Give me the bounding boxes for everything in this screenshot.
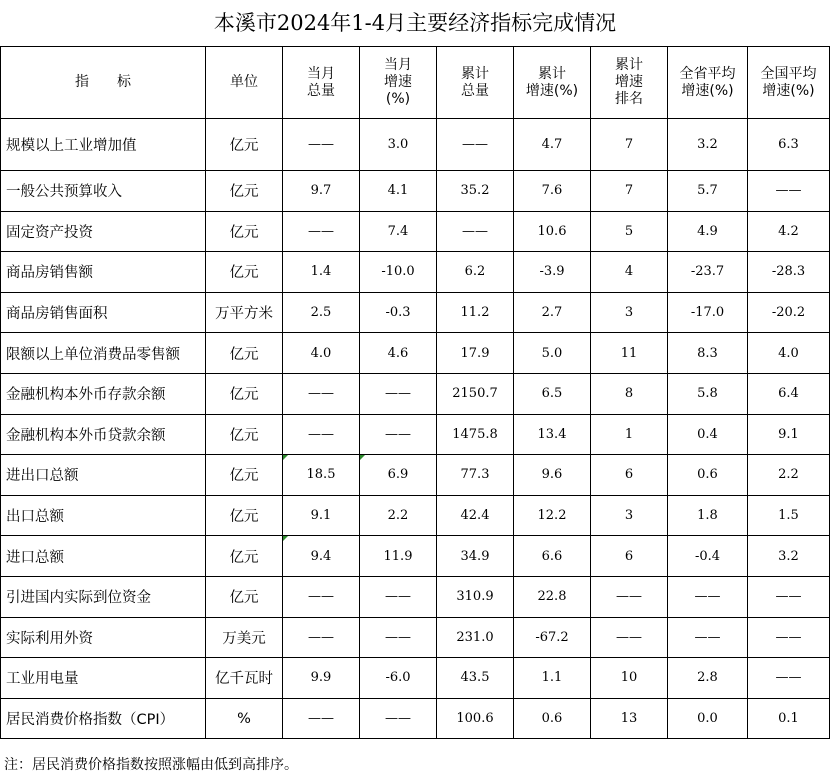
value-cell: 3.2 (748, 536, 830, 577)
table-row (1, 495, 830, 536)
value-cell: —— (283, 211, 360, 252)
value-cell: 6.6 (514, 536, 591, 577)
value-cell: 4.6 (360, 333, 437, 374)
value-cell: —— (748, 576, 830, 617)
value-cell: 1 (591, 414, 668, 455)
footnote: 注：居民消费价格指数按照涨幅由低到高排序。 (4, 757, 298, 773)
indicator-name: 实际利用外资 (1, 617, 206, 658)
value-cell: —— (360, 576, 437, 617)
value-cell: 1.1 (514, 658, 591, 699)
value-cell: 2.2 (360, 495, 437, 536)
value-cell: 11.2 (437, 292, 514, 333)
value-cell: 11.9 (360, 536, 437, 577)
column-header: 当月 总量 (283, 47, 360, 119)
value-cell: 11 (591, 333, 668, 374)
column-header: 当月 增速 (%) (360, 47, 437, 119)
unit-cell: 亿元 (206, 536, 283, 577)
value-cell: 9.9 (283, 658, 360, 699)
value-cell: 3.2 (668, 119, 748, 171)
value-cell: 8 (591, 373, 668, 414)
table-row (1, 414, 830, 455)
indicator-name: 进口总额 (1, 536, 206, 577)
table-row (1, 171, 830, 212)
column-header: 全国平均 增速(%) (748, 47, 830, 119)
value-cell: 42.4 (437, 495, 514, 536)
value-cell: 1.5 (748, 495, 830, 536)
value-cell: 18.5 (283, 455, 360, 496)
value-cell: 35.2 (437, 171, 514, 212)
column-header: 单位 (206, 47, 283, 119)
indicator-name: 金融机构本外币贷款余额 (1, 414, 206, 455)
value-cell: 10 (591, 658, 668, 699)
value-cell: —— (283, 373, 360, 414)
value-cell: 0.6 (668, 455, 748, 496)
indicator-name: 一般公共预算收入 (1, 171, 206, 212)
value-cell: 6 (591, 536, 668, 577)
value-cell: 4.2 (748, 211, 830, 252)
value-cell: 0.1 (748, 698, 830, 739)
value-cell: 10.6 (514, 211, 591, 252)
table-row (1, 658, 830, 699)
value-cell: 34.9 (437, 536, 514, 577)
unit-cell: 亿元 (206, 119, 283, 171)
indicator-name: 工业用电量 (1, 658, 206, 699)
value-cell: 6.9 (360, 455, 437, 496)
value-cell: 2.8 (668, 658, 748, 699)
value-cell: 4.7 (514, 119, 591, 171)
unit-cell: 亿元 (206, 576, 283, 617)
unit-cell: 万平方米 (206, 292, 283, 333)
unit-cell: 亿元 (206, 414, 283, 455)
value-cell: —— (591, 576, 668, 617)
indicator-name: 限额以上单位消费品零售额 (1, 333, 206, 374)
value-cell: —— (591, 617, 668, 658)
value-cell: —— (283, 576, 360, 617)
value-cell: —— (437, 211, 514, 252)
value-cell: —— (748, 658, 830, 699)
value-cell: 13.4 (514, 414, 591, 455)
value-cell: —— (360, 373, 437, 414)
table-row (1, 455, 830, 496)
value-cell: 6.5 (514, 373, 591, 414)
value-cell: 1.8 (668, 495, 748, 536)
value-cell: 12.2 (514, 495, 591, 536)
value-cell: —— (360, 414, 437, 455)
value-cell: 6 (591, 455, 668, 496)
value-cell: -3.9 (514, 252, 591, 293)
value-cell: 9.4 (283, 536, 360, 577)
value-cell: 7 (591, 119, 668, 171)
unit-cell: 亿元 (206, 333, 283, 374)
column-header: 全省平均 增速(%) (668, 47, 748, 119)
value-cell: 22.8 (514, 576, 591, 617)
value-cell: 2.7 (514, 292, 591, 333)
value-cell: —— (668, 617, 748, 658)
value-cell: -6.0 (360, 658, 437, 699)
indicator-name: 商品房销售面积 (1, 292, 206, 333)
page-title: 本溪市2024年1-4月主要经济指标完成情况 (213, 11, 617, 35)
indicator-name: 进出口总额 (1, 455, 206, 496)
value-cell: —— (360, 617, 437, 658)
value-cell: 9.6 (514, 455, 591, 496)
value-cell: 4.0 (283, 333, 360, 374)
value-cell: —— (283, 617, 360, 658)
value-cell: —— (668, 576, 748, 617)
value-cell: 8.3 (668, 333, 748, 374)
value-cell: —— (283, 119, 360, 171)
value-cell: 17.9 (437, 333, 514, 374)
column-header: 累计 增速 排名 (591, 47, 668, 119)
table-row (1, 576, 830, 617)
table-row (1, 698, 830, 739)
value-cell: 2.2 (748, 455, 830, 496)
table-row (1, 617, 830, 658)
table-row (1, 333, 830, 374)
value-cell: 3.0 (360, 119, 437, 171)
value-cell: -10.0 (360, 252, 437, 293)
table-row (1, 252, 830, 293)
value-cell: 0.6 (514, 698, 591, 739)
unit-cell: 亿元 (206, 252, 283, 293)
value-cell: 0.0 (668, 698, 748, 739)
value-cell: 5 (591, 211, 668, 252)
value-cell: 1475.8 (437, 414, 514, 455)
value-cell: 4.9 (668, 211, 748, 252)
value-cell: 5.0 (514, 333, 591, 374)
value-cell: —— (437, 119, 514, 171)
indicator-name: 出口总额 (1, 495, 206, 536)
value-cell: 6.4 (748, 373, 830, 414)
column-header: 指 标 (1, 47, 206, 119)
value-cell: —— (748, 617, 830, 658)
value-cell: -67.2 (514, 617, 591, 658)
table-header-row (1, 47, 830, 119)
value-cell: 4.0 (748, 333, 830, 374)
value-cell: 4.1 (360, 171, 437, 212)
value-cell: 2.5 (283, 292, 360, 333)
value-cell: 77.3 (437, 455, 514, 496)
value-cell: 9.1 (283, 495, 360, 536)
table-row (1, 211, 830, 252)
column-header: 累计 总量 (437, 47, 514, 119)
value-cell: 3 (591, 495, 668, 536)
value-cell: -23.7 (668, 252, 748, 293)
unit-cell: 亿元 (206, 455, 283, 496)
unit-cell: % (206, 698, 283, 739)
table-row (1, 536, 830, 577)
indicator-name: 引进国内实际到位资金 (1, 576, 206, 617)
value-cell: 7.4 (360, 211, 437, 252)
indicator-name: 商品房销售额 (1, 252, 206, 293)
value-cell: 6.2 (437, 252, 514, 293)
table-row (1, 119, 830, 171)
value-cell: 100.6 (437, 698, 514, 739)
unit-cell: 亿元 (206, 373, 283, 414)
value-cell: 2150.7 (437, 373, 514, 414)
value-cell: 9.1 (748, 414, 830, 455)
value-cell: 6.3 (748, 119, 830, 171)
value-cell: 310.9 (437, 576, 514, 617)
indicator-table (0, 46, 830, 739)
indicator-name: 居民消费价格指数（CPI） (1, 698, 206, 739)
value-cell: -28.3 (748, 252, 830, 293)
unit-cell: 亿元 (206, 171, 283, 212)
value-cell: 231.0 (437, 617, 514, 658)
table-row (1, 373, 830, 414)
unit-cell: 万美元 (206, 617, 283, 658)
value-cell: 7 (591, 171, 668, 212)
value-cell: -0.3 (360, 292, 437, 333)
value-cell: 13 (591, 698, 668, 739)
indicator-name: 规模以上工业增加值 (1, 119, 206, 171)
value-cell: —— (748, 171, 830, 212)
unit-cell: 亿元 (206, 495, 283, 536)
value-cell: 0.4 (668, 414, 748, 455)
value-cell: —— (283, 698, 360, 739)
indicator-name: 金融机构本外币存款余额 (1, 373, 206, 414)
value-cell: 9.7 (283, 171, 360, 212)
value-cell: 1.4 (283, 252, 360, 293)
table-row (1, 292, 830, 333)
value-cell: —— (283, 414, 360, 455)
value-cell: 43.5 (437, 658, 514, 699)
value-cell: 4 (591, 252, 668, 293)
unit-cell: 亿元 (206, 211, 283, 252)
value-cell: -17.0 (668, 292, 748, 333)
value-cell: -20.2 (748, 292, 830, 333)
value-cell: —— (360, 698, 437, 739)
unit-cell: 亿千瓦时 (206, 658, 283, 699)
column-header: 累计 增速(%) (514, 47, 591, 119)
value-cell: 3 (591, 292, 668, 333)
value-cell: 7.6 (514, 171, 591, 212)
indicator-name: 固定资产投资 (1, 211, 206, 252)
value-cell: 5.7 (668, 171, 748, 212)
value-cell: -0.4 (668, 536, 748, 577)
value-cell: 5.8 (668, 373, 748, 414)
